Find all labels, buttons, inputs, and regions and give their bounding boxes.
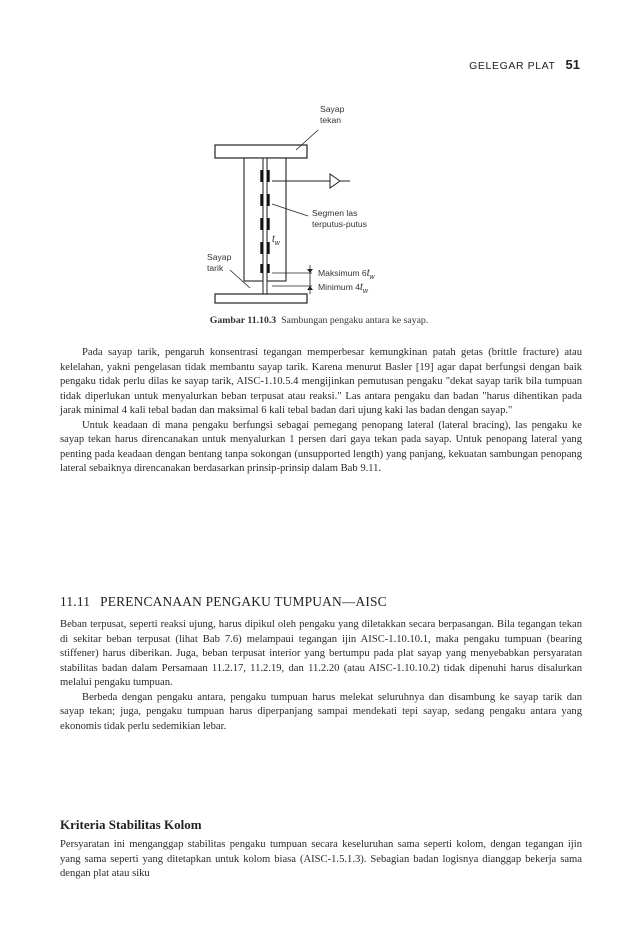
label-tension-flange-2: tarik <box>207 263 224 273</box>
section-1-body <box>60 346 582 477</box>
label-maximum: Maksimum $6t_w$ <box>318 268 375 281</box>
section-2-body <box>60 618 582 734</box>
paragraph: Untuk keadaan di mana pengaku berfungsi sebagai pemegang penopang lateral (lateral bracing), las pengaku ke sayap tekan harus direncanakan untuk menyalurkan 1 persen dari gaya tekan pada sayap. Untuk penopang lateral yang penting pada keadaan dengan bentang tanpa sokongan (unsupported length) yang panjang, kekuatan sambungan penopang lateral sebaiknya direncanakan berdasarkan prinsip-prinsip dalam Bab 9.11. <box>60 419 582 474</box>
stiffener-right <box>267 158 286 281</box>
running-title: GELEGAR PLAT <box>469 60 556 72</box>
label-minimum: Minimum $4t_w$ <box>318 282 368 295</box>
web <box>263 158 267 294</box>
dim-arrow-head-min <box>307 286 313 290</box>
paragraph: Pada sayap tarik, pengaruh konsentrasi tegangan memperbesar kemungkinan patah getas (brittle fracture) atau kelelahan, yakni pengelasan tidak membantu sayap tarik. Karena menurut Basler [19] agar dapat berfungsi dengan baik pengaku tidak perlu dilas ke sayap tarik, AISC-1.10.5.4 mengijinkan pemutusan pengaku "dekat sayap tarik bila tumpuan tidak diperlukan untuk menyalurkan beban terpusat atau reaksi." Las antara pengaku dan badan "harus dihentikan pada jarak minimal 4 kali tebal badan dan maksimal 6 kali tebal badan dari ujung kaki las badan dengan sayap." <box>60 347 582 416</box>
paragraph: Persyaratan ini menganggap stabilitas pengaku tumpuan secara keseluruhan sama seperti kolom, dengan tegangan ijin yang sama seperti yang ditetapkan untuk kolom biasa (AISC-1.5.1.3). Sebagian badan logisnya dianggap bekerja sama dengan plat atau siku <box>60 839 582 879</box>
figure-caption <box>40 315 598 326</box>
label-compression-flange-2: tekan <box>320 115 342 125</box>
stiffener-connection-figure <box>160 98 490 306</box>
paragraph: Beban terpusat, seperti reaksi ujung, harus dipikul oleh pengaku yang diletakkan secara berpasangan. Bila tegangan tekan di sekitar beban terpusat (lihat Bab 7.6) melampaui tegangan ijin AISC-1.10.10.1, maka pengaku tumpuan (bearing stiffener) harus diberikan. Juga, beban terpusat interior yang bertumpu pada plat sayap yang menyebabkan persyaratan stabilitas badan dalam Persamaan 11.2.17, 11.2.19, dan 11.2.20 (atau AISC-1.10.10.2) tidak dipenuhi harus disalurkan melalui pengaku tumpuan. <box>60 619 582 688</box>
label-tension-flange-1: Sayap <box>207 252 232 262</box>
compression-flange <box>215 145 307 158</box>
dim-arrow-head-max <box>307 269 313 273</box>
page-number: 51 <box>565 57 580 72</box>
label-compression-flange-1: Sayap <box>320 104 345 114</box>
label-web-thickness: $t_w$ <box>272 234 280 247</box>
running-head <box>60 57 580 72</box>
caption-label: Gambar 11.10.3 <box>209 315 277 326</box>
label-weld-segment-1: Segmen las <box>312 208 358 218</box>
tension-flange <box>215 294 307 303</box>
label-weld-segment-2: terputus-putus <box>312 219 367 229</box>
section-3-body <box>60 838 582 882</box>
stiffener-left <box>244 158 263 281</box>
paragraph: Berbeda dengan pengaku antara, pengaku tumpuan harus melekat seluruhnya dan disambung ke sayap tarik dan sayap tekan; juga, pengaku tumpuan harus diperpanjang sampai mendekati tepi sayap, sedang pengaku antara yang ekonomis tidak perlu sedemikian lebar. <box>60 691 582 732</box>
section-number: 11.11 <box>60 594 91 609</box>
subsection-heading: Kriteria Stabilitas Kolom <box>60 817 202 832</box>
caption-text: Sambungan pengaku antara ke sayap. <box>281 315 429 326</box>
section-title: PERENCANAAN PENGAKU TUMPUAN—AISC <box>100 594 387 609</box>
weld-symbol-flag <box>330 174 340 188</box>
section-heading <box>60 594 582 610</box>
